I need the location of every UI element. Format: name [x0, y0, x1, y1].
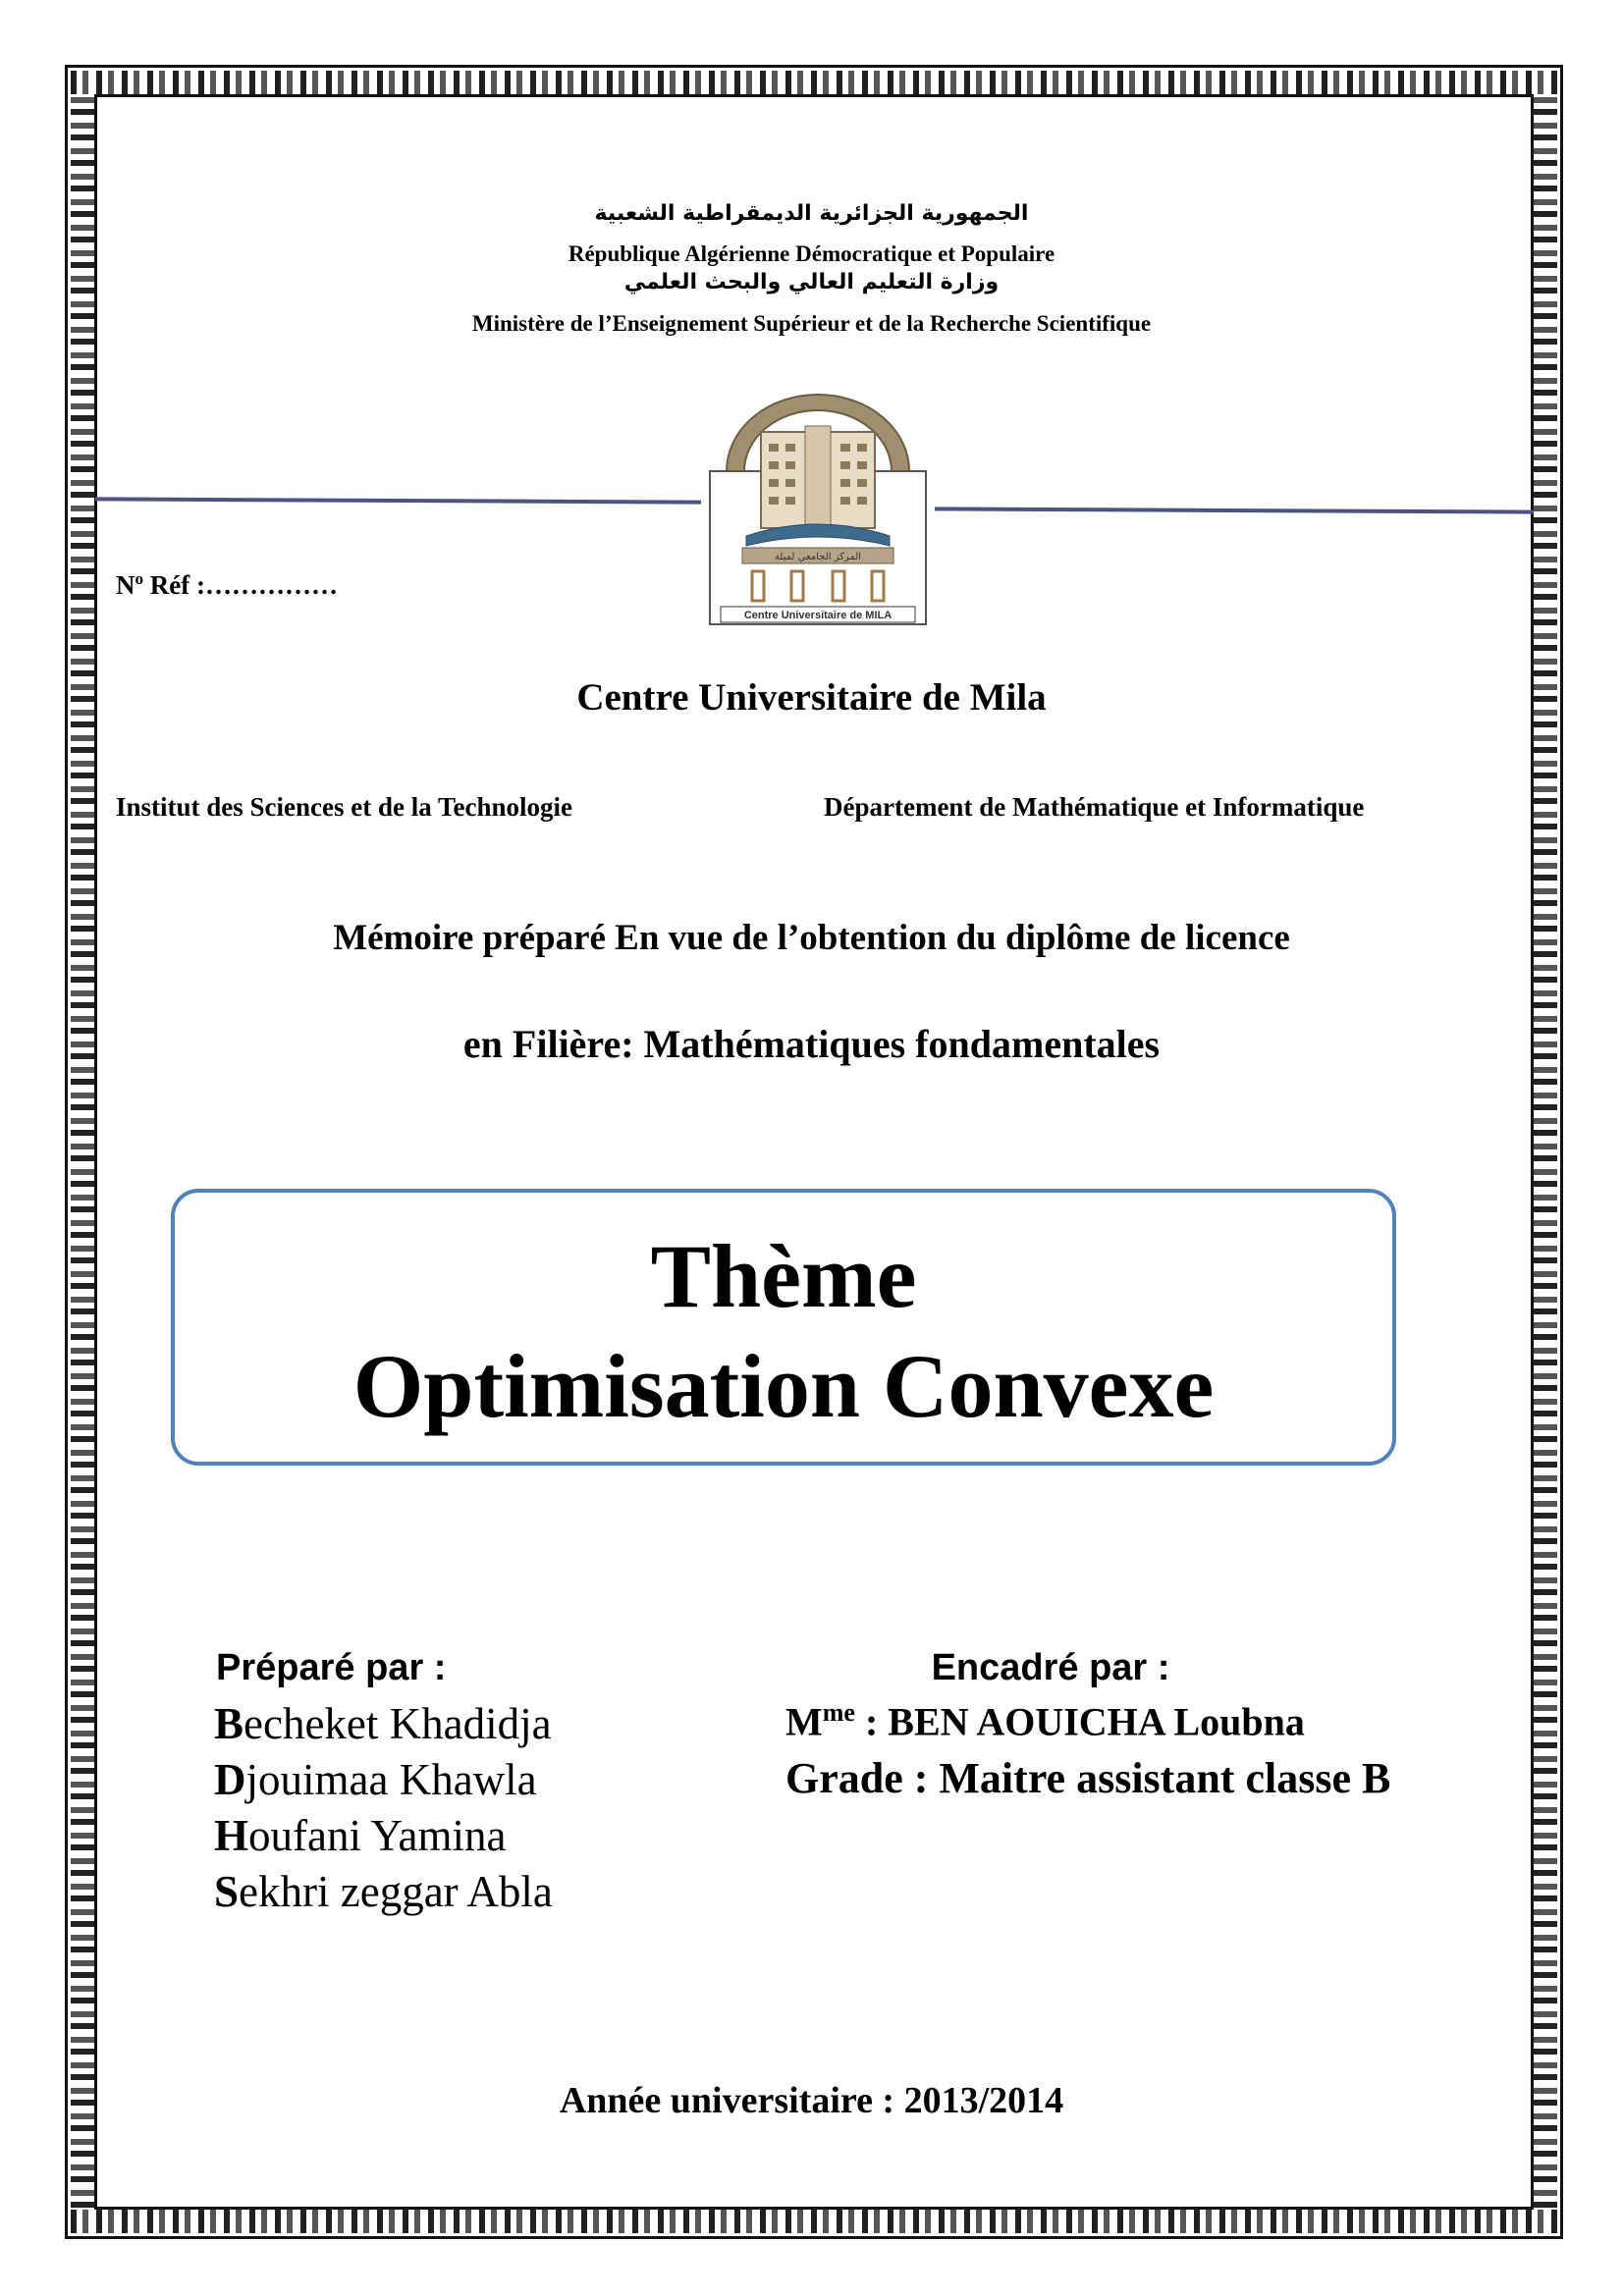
memoire-line-2: en Filière: Mathématiques fondamentales: [462, 1022, 1161, 1066]
memoire-line-1: Mémoire préparé En vue de l’obtention du diplôme de licence: [333, 918, 1290, 958]
logo-caption: Centre Universitaire de MILA: [743, 610, 893, 621]
institution-name: Centre Universitaire de Mila: [576, 676, 1047, 719]
student-name: Becheket Khadidja: [214, 1699, 552, 1748]
arabic-ministry-heading: وزارة التعليم العالي والبحث العلمي: [623, 270, 1000, 294]
department-name: Département de Mathématique et Informatique: [824, 792, 1365, 822]
theme-box: [171, 1189, 1396, 1466]
student-name: Houfani Yamina: [214, 1811, 507, 1860]
republic-heading: République Algérienne Démocratique et Populaire: [568, 241, 1055, 266]
student-name: Djouimaa Khawla: [214, 1755, 537, 1804]
arabic-republic-heading: الجمهورية الجزائرية الديمقراطية الشعبية: [594, 201, 1029, 226]
student-name: Sekhri zeggar Abla: [214, 1867, 553, 1916]
logo-arabic-text: المركز الجامعي لميلة: [774, 552, 862, 562]
supervisor-name: $M^{me}$ : BEN AOUICHA Loubna: [785, 1698, 1305, 1744]
university-logo: [707, 391, 929, 626]
ministry-heading: Ministère de l’Enseignement Supérieur et de la Recherche Scientifique: [471, 311, 1152, 336]
academic-year: Année universitaire : 2013/2014: [559, 2080, 1064, 2121]
prepared-by-label: Préparé par :: [216, 1647, 447, 1688]
supervisor-grade: Grade : Maitre assistant classe B: [785, 1754, 1391, 1802]
reference-number: $N^o$ Réf :……………: [116, 569, 338, 600]
institute-name: Institut des Sciences et de la Technologie: [116, 792, 573, 822]
supervised-by-label: Encadré par :: [931, 1647, 1170, 1688]
theme-title: Optimisation Convexe: [352, 1336, 1215, 1436]
theme-label: Thème: [650, 1226, 917, 1326]
student-list: [214, 1696, 553, 1920]
